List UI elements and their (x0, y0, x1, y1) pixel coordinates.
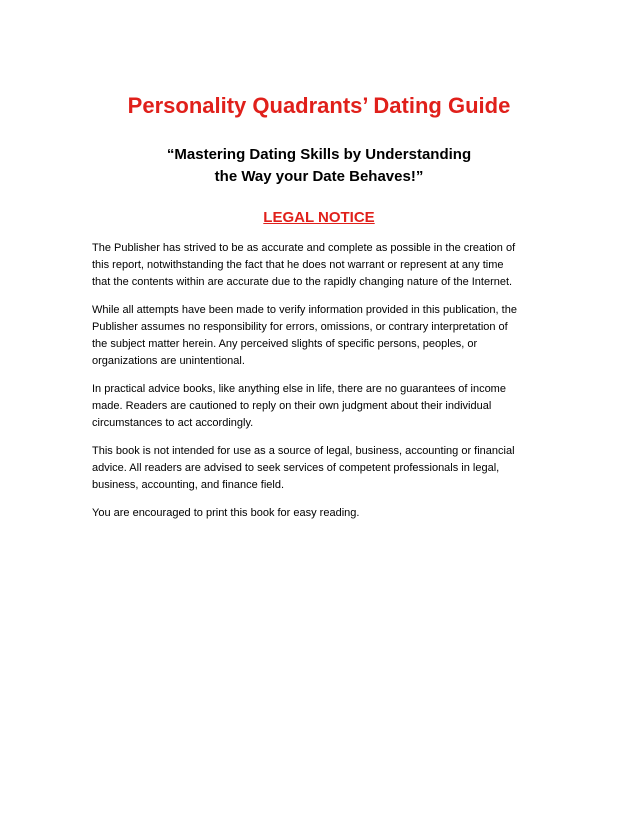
document-title: Personality Quadrants’ Dating Guide (127, 93, 511, 118)
text-line: organizations are unintentional. (92, 355, 245, 367)
text-line: You are encouraged to print this book for easy reading. (92, 507, 360, 519)
paragraph-not-advice (92, 443, 552, 494)
document-subtitle (0, 144, 638, 188)
text-line: advice. All readers are advised to seek services of competent professionals in legal, (92, 462, 500, 474)
paragraph-no-guarantees (92, 381, 552, 432)
text-line: made. Readers are cautioned to reply on their own judgment about their individual (92, 400, 492, 412)
paragraph-print (92, 505, 552, 522)
text-line: that the contents within are accurate due to the rapidly changing nature of the Internet. (92, 276, 513, 288)
text-line: this report, notwithstanding the fact that he does not warrant or represent at any time (92, 259, 504, 271)
legal-notice-body (92, 240, 552, 533)
paragraph-accuracy (92, 240, 552, 291)
text-line: In practical advice books, like anything else in life, there are no guarantees of income (92, 383, 506, 395)
legal-notice-heading: LEGAL NOTICE (263, 209, 375, 226)
text-line: Publisher assumes no responsibility for errors, omissions, or contrary interpretation of (92, 321, 508, 333)
subtitle-line: the Way your Date Behaves!” (214, 168, 424, 185)
text-line: circumstances to act accordingly. (92, 417, 254, 429)
text-line: the subject matter herein. Any perceived slights of specific persons, peoples, or (92, 338, 478, 350)
paragraph-responsibility (92, 302, 552, 370)
text-line: business, accounting, and finance field. (92, 479, 285, 491)
text-line: While all attempts have been made to verify information provided in this publication, the (92, 304, 517, 316)
subtitle-line: “Mastering Dating Skills by Understanding (166, 146, 472, 163)
text-line: The Publisher has strived to be as accurate and complete as possible in the creation of (92, 242, 516, 254)
text-line: This book is not intended for use as a source of legal, business, accounting or financial (92, 445, 515, 457)
